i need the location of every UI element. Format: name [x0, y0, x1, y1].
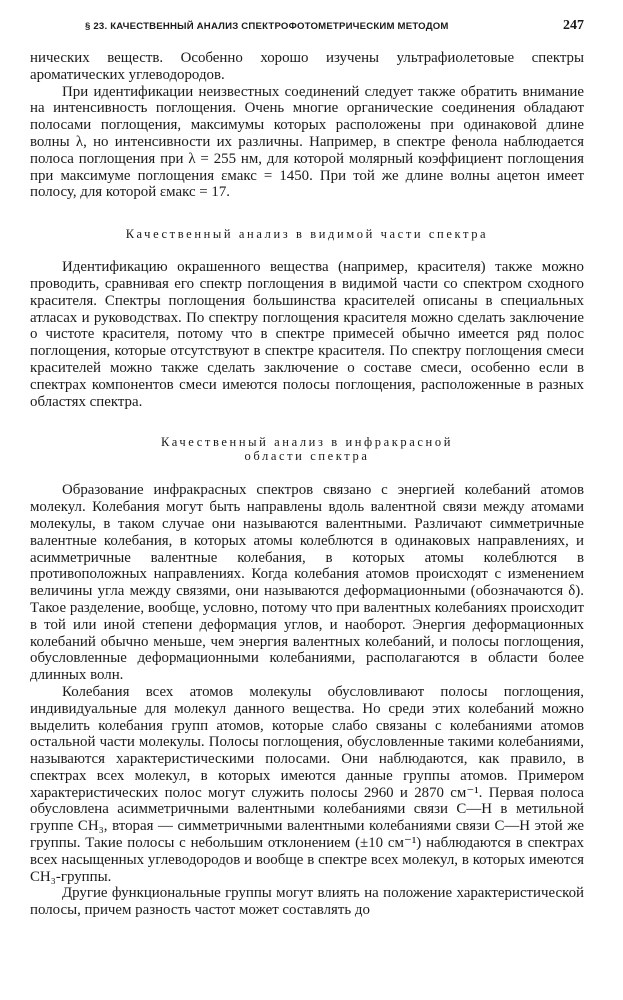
book-page — [30, 18, 584, 919]
section-heading-infrared — [30, 435, 584, 463]
paragraph-visible-dyes: Идентификацию окрашенного вещества (например, красителя) также можно проводить, сравнивая его спектр поглощения в видимой части со спектром сходного красителя. Спектры поглощения большинства красителей описаны в специальных атласах и руководствах. По спектру поглощения красителя можно сделать заключение о чистоте красителя, потому что в спектре примесей обычно имеется ряд полос поглощения, которые отсутствуют в спектре красителя. По спектру поглощения смеси красителей можно также сделать заключение о составе смеси, особенно если в спектрах компонентов смеси имеются полосы поглощения, расположенные в разных областях спектра. — [30, 259, 584, 410]
page-number: 247 — [563, 18, 584, 33]
paragraph-continuation: нических веществ. Особенно хорошо изучены ультрафиолетовые спектры ароматических углеводородов. — [30, 50, 584, 83]
paragraph-ir-formation: Образование инфракрасных спектров связано с энергией колебаний атомов молекул. Колебания могут быть направлены вдоль валентной связи между атомами молекулы, в таком случае они называются валентными. Различают симметричные валентные колебания, в которых атомы колеблются в одинаковых направлениях, и асимметричные валентные колебания, в которых атомы колеблются в противоположных направлениях. Когда колебания атомов происходят с изменением величины угла между связями, они называются деформационными (обозначаются δ). Такое разделение, вообще, условно, потому что при валентных колебаниях происходит в той или иной степени деформация углов, и наоборот. Энергия деформационных колебаний обычно меньше, чем энергия валентных колебаний, и полосы поглощения, обусловленные деформационными колебаниями, располагаются в области более длинных волн. — [30, 482, 584, 684]
section-heading-visible: Качественный анализ в видимой части спектра — [125, 227, 489, 242]
heading-infrared-line1: Качественный анализ в инфракрасной — [161, 435, 453, 450]
running-title: § 23. КАЧЕСТВЕННЫЙ АНАЛИЗ СПЕКТРОФОТОМЕТРИЧЕСКИМ МЕТОДОМ — [85, 21, 449, 32]
running-head — [30, 18, 584, 48]
paragraph-functional-groups: Другие функциональные группы могут влиять на положение характеристической полосы, причем разность частот может составлять до — [30, 885, 584, 919]
heading-infrared-line2: области спектра — [244, 449, 370, 464]
paragraph-characteristic-bands: Колебания всех атомов молекулы обусловливают полосы поглощения, индивидуальные для молекул данного вещества. Но среди этих колебаний можно выделить колебания групп атомов, которые слабо связаны с колебаниями атомов остальной части молекулы. Полосы поглощения, обусловленные такими колебаниями, называются характеристическими полосами. Они наблюдаются, как правило, в спектрах всех молекул, в которых имеются данные группы атомов. Примером характеристических полос могут служить полосы 2960 и 2870 см⁻¹. Первая полоса обусловлена асимметричными валентными колебаниями связи С—Н в метильной группе СН₃, вторая — симметричными валентными колебаниями связи С—Н этой же группы. Такие полосы с небольшим отклонением (±10 см⁻¹) наблюдаются в спектрах всех насыщенных углеводородов и вообще в спектре всех молекул, в которых имеются СН₃-группы. — [30, 683, 584, 885]
paragraph-intensity: При идентификации неизвестных соединений следует также обратить внимание на интенсивность поглощения. Очень многие органические соединения обладают полосами поглощения, максимумы которых расположены при одинаковой длине волны λ, но интенсивности их различны. Например, в спектре фенола наблюдается полоса поглощения при λ = 255 нм, для которой молярный коэффициент поглощения при максимуме поглощения εмакс = 1450. При той же длине волны ацетон имеет полосу, для которой εмакс = 17. — [30, 83, 584, 201]
